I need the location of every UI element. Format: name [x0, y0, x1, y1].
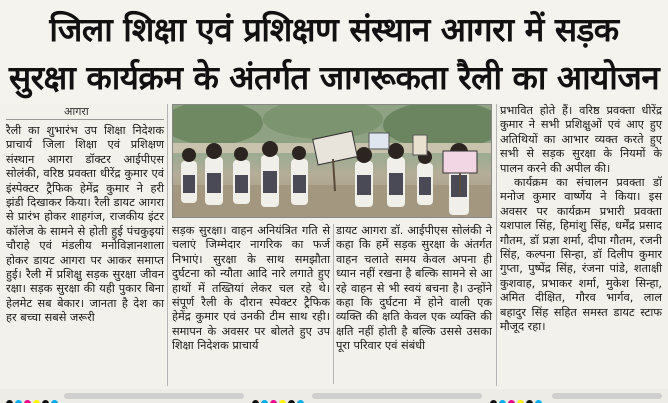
registration-dots-center [252, 392, 306, 400]
article-headline [0, 0, 668, 104]
rally-photo-illustration [173, 105, 492, 218]
article-column-1 [6, 104, 164, 386]
column-3-text: डायट आगरा डॉ. आईपीएस सोलंकी ने कहा कि हमें सड़क सुरक्षा के अंतर्गत वाहन चलाते समय केवल अपना ही ध्यान नहीं रखना है बल्कि सामने से आ रहे वाहन से भी स्वयं बचना है। उन्होंने कहा कि दुर्घटना में होने वाली एक व्यक्ति की क्षति केवल एक व्यक्ति की क्षति नहीं होती है बल्कि उससे उसका पूरा परिवार एवं संबंधी [336, 224, 492, 353]
column-4-text-b: कार्यक्रम का संचालन प्रवक्ता डॉ मनोज कुमार वार्ष्णेय ने किया। इस अवसर पर कार्यक्रम प्रभारी प्रवक्ता यशपाल सिंह, हिमांशु सिंह, धर्मेंद्र प्रसाद गौतम, डॉ प्रज्ञा शर्मा, दीपा गौतम, रजनी सिंह, कल्पना सिन्हा, डॉ दिलीप कुमार गुप्ता, पुष्पेंद्र सिंह, रंजना पांडे, शताक्षी कुशवाह, प्रभाकर शर्मा, मुकेश सिन्हा, अमित दीक्षित, गौरव भार्गव, लाल बहादुर सिंह सहित समस्त डायट स्टाफ मौजूद रहा। [500, 176, 662, 334]
column-divider [167, 104, 168, 386]
column-2-text: सड़क सुरक्षा। वाहन अनियंत्रित गति से चलाएं जिम्मेदार नागरिक का फर्ज निभाएं। सुरक्षा के साथ समझौता दुर्घटना को न्यौता आदि नारे लगाते हुए हाथों में तख्तियां लेकर चल रहे थे। संपूर्ण रैली के दौरान स्पेक्टर ट्रैफिक हेमेंद्र कुमार एवं उनकी टीम साथ रही। समापन के अवसर पर बोलते हुए उप शिक्षा निदेशक प्राचार्य [172, 224, 330, 353]
column-divider [333, 224, 334, 384]
print-registration-strip [0, 389, 668, 403]
headline-line-2: सुरक्षा कार्यक्रम के अंतर्गत जागरूकता रैली का आयोजन [8, 58, 660, 97]
registration-bar [552, 393, 662, 399]
headline-line-1: जिला शिक्षा एवं प्रशिक्षण संस्थान आगरा में सड़क [49, 10, 619, 49]
registration-bar [312, 393, 482, 399]
registration-dots-left [6, 392, 60, 400]
registration-bar [64, 393, 244, 399]
column-1-text: रैली का शुभारंभ उप शिक्षा निदेशक प्राचार्य जिला शिक्षा एवं प्रशिक्षण संस्थान आगरा डॉक्टर आईपीएस सोलंकी, वरिष्ठ प्रवक्ता धीरेंद्र कुमार एवं इंस्पेक्टर ट्रैफिक हेमेंद्र कुमार ने हरी झंडी दिखाकर किया। रैली डायट आगरा से प्रारंभ होकर शाहगंज, राजकीय इंटर कॉलेज के सामने से होती हुई पंचकुइयां चौराहे एवं मंडलीय मनोविज्ञानशाला होकर डायट आगरा पर आकर समाप्त हुई। रैली में प्रशिक्षु सड़क सुरक्षा जीवन रक्षा। सड़क सुरक्षा की यही पुकार बिना हेलमेट सब बेकार। जानता है देश का हर बच्चा सबसे जरूरी [6, 124, 164, 325]
registration-dots-right [490, 392, 544, 400]
article-column-3 [336, 224, 492, 384]
article-column-4 [500, 104, 662, 386]
dateline: आगरा [6, 104, 164, 120]
rally-photo [172, 104, 492, 218]
column-4-text-a: प्रभावित होते हैं। वरिष्ठ प्रवक्ता धीरेंद्र कुमार ने सभी प्रशिक्षुओं एवं आए हुए अतिथियों का आभार व्यक्त करते हुए सभी से सड़क सुरक्षा के नियमों के पालन करने की अपील की। [500, 104, 662, 175]
column-divider [496, 104, 497, 386]
article-column-2 [172, 224, 330, 384]
